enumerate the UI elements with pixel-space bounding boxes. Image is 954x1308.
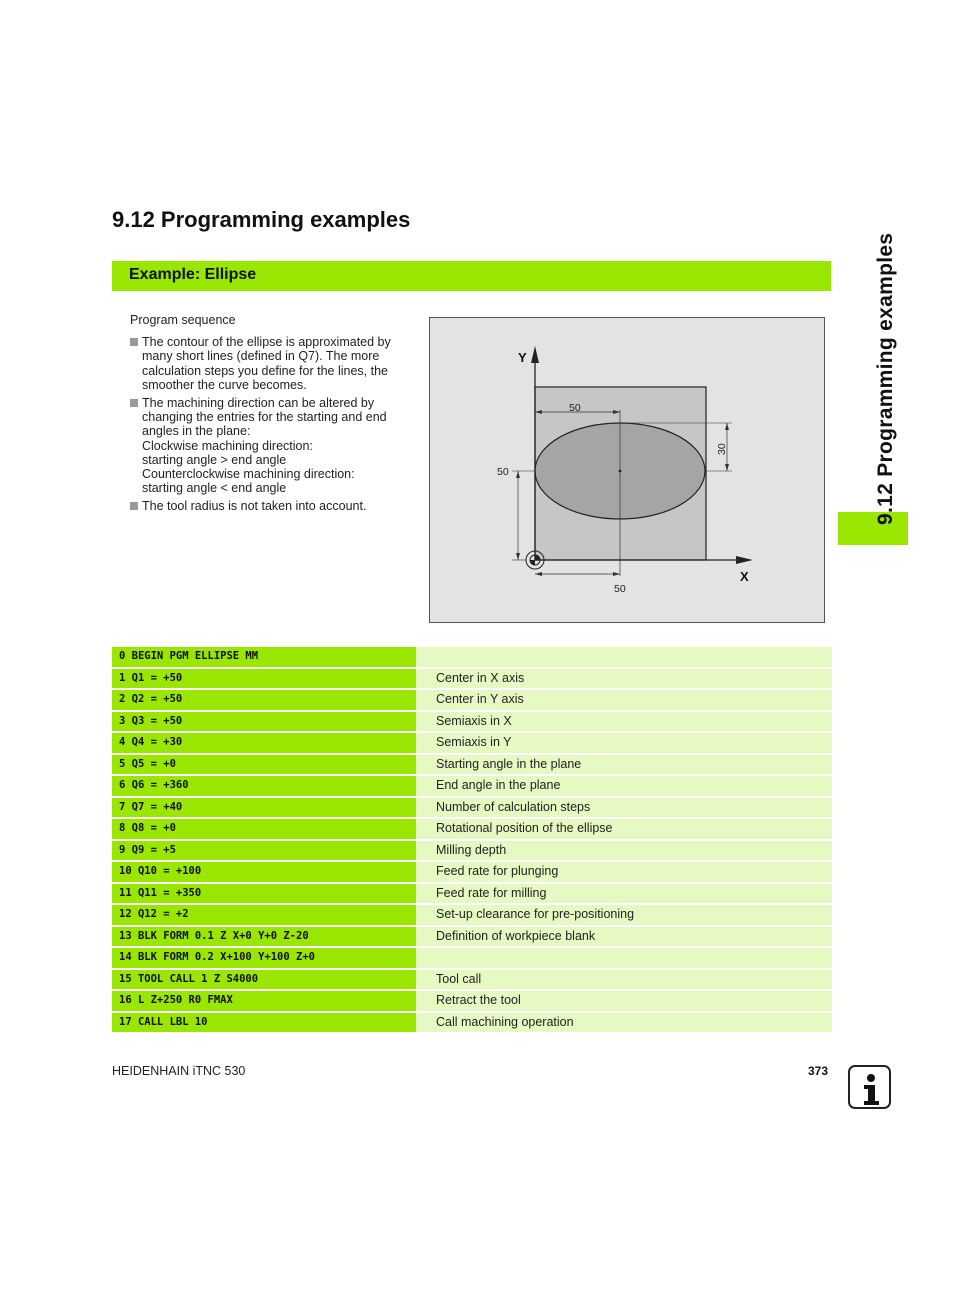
nc-code: 0 BEGIN PGM ELLIPSE MM bbox=[112, 647, 416, 667]
bullet-square-icon bbox=[130, 502, 138, 510]
intro-text bbox=[130, 313, 405, 518]
nc-description: Number of calculation steps bbox=[416, 798, 832, 818]
x-axis-arrow-icon bbox=[736, 556, 753, 564]
nc-description: Call machining operation bbox=[416, 1013, 832, 1033]
program-row bbox=[112, 733, 832, 753]
bullet-line: calculation steps you define for the lines, the bbox=[142, 363, 388, 378]
program-row bbox=[112, 991, 832, 1011]
bullet-line: The contour of the ellipse is approximated by bbox=[142, 335, 391, 350]
program-row bbox=[112, 927, 832, 947]
nc-code: 15 TOOL CALL 1 Z S4000 bbox=[112, 970, 416, 990]
nc-description: Definition of workpiece blank bbox=[416, 927, 832, 947]
program-listing bbox=[112, 647, 832, 1034]
nc-code: 9 Q9 = +5 bbox=[112, 841, 416, 861]
nc-description: End angle in the plane bbox=[416, 776, 832, 796]
dimension-right-label: 30 bbox=[716, 443, 728, 455]
bullet-item bbox=[130, 335, 405, 392]
program-row bbox=[112, 905, 832, 925]
nc-code: 6 Q6 = +360 bbox=[112, 776, 416, 796]
program-row bbox=[112, 862, 832, 882]
nc-description: Rotational position of the ellipse bbox=[416, 819, 832, 839]
program-row bbox=[112, 970, 832, 990]
ellipse-drawing bbox=[429, 317, 825, 623]
nc-description: Tool call bbox=[416, 970, 832, 990]
program-row bbox=[112, 647, 832, 667]
nc-code: 4 Q4 = +30 bbox=[112, 733, 416, 753]
bullet-line: smoother the curve becomes. bbox=[142, 377, 307, 392]
example-title: Example: Ellipse bbox=[129, 266, 257, 283]
intro-bullet-list bbox=[130, 335, 405, 513]
nc-description: Center in Y axis bbox=[416, 690, 832, 710]
info-icon bbox=[848, 1065, 891, 1109]
nc-code: 10 Q10 = +100 bbox=[112, 862, 416, 882]
program-row bbox=[112, 948, 832, 968]
side-tab-label: 9.12 Programming examples bbox=[874, 232, 897, 525]
nc-description: Milling depth bbox=[416, 841, 832, 861]
program-row bbox=[112, 755, 832, 775]
program-row bbox=[112, 1013, 832, 1033]
program-row bbox=[112, 841, 832, 861]
bullet-line: starting angle < end angle bbox=[142, 481, 287, 496]
bullet-item bbox=[130, 499, 405, 513]
nc-code: 7 Q7 = +40 bbox=[112, 798, 416, 818]
nc-code: 13 BLK FORM 0.1 Z X+0 Y+0 Z-20 bbox=[112, 927, 416, 947]
program-row bbox=[112, 776, 832, 796]
program-row bbox=[112, 669, 832, 689]
x-axis-label: X bbox=[740, 569, 749, 584]
nc-description bbox=[416, 647, 832, 667]
program-sequence-heading: Program sequence bbox=[130, 313, 236, 327]
program-row bbox=[112, 884, 832, 904]
program-row bbox=[112, 690, 832, 710]
nc-code: 3 Q3 = +50 bbox=[112, 712, 416, 732]
nc-code: 14 BLK FORM 0.2 X+100 Y+100 Z+0 bbox=[112, 948, 416, 968]
bullet-square-icon bbox=[130, 399, 138, 407]
nc-code: 16 L Z+250 R0 FMAX bbox=[112, 991, 416, 1011]
bullet-line: angles in the plane: bbox=[142, 424, 251, 439]
bullet-line: Clockwise machining direction: bbox=[142, 438, 313, 453]
section-title: 9.12 Programming examples bbox=[112, 207, 411, 232]
nc-code: 8 Q8 = +0 bbox=[112, 819, 416, 839]
y-axis-label: Y bbox=[518, 350, 527, 365]
nc-description: Set-up clearance for pre-positioning bbox=[416, 905, 832, 925]
dimension-bottom-label: 50 bbox=[614, 583, 626, 595]
program-row bbox=[112, 819, 832, 839]
ellipse-drawing-svg bbox=[430, 318, 824, 622]
example-header bbox=[112, 261, 831, 291]
bullet-line: changing the entries for the starting and end bbox=[142, 410, 387, 425]
nc-description: Starting angle in the plane bbox=[416, 755, 832, 775]
side-chapter-tab bbox=[838, 200, 908, 545]
ellipse-center-point bbox=[619, 470, 622, 473]
bullet-line: The machining direction can be altered by bbox=[142, 396, 375, 411]
nc-description: Feed rate for plunging bbox=[416, 862, 832, 882]
nc-description bbox=[416, 948, 832, 968]
nc-description: Retract the tool bbox=[416, 991, 832, 1011]
y-axis-arrow-icon bbox=[531, 346, 539, 363]
bullet-line: many short lines (defined in Q7). The more bbox=[142, 349, 380, 364]
nc-description: Semiaxis in X bbox=[416, 712, 832, 732]
page-number: 373 bbox=[808, 1064, 829, 1078]
program-row bbox=[112, 712, 832, 732]
bullet-square-icon bbox=[130, 338, 138, 346]
dimension-left-label: 50 bbox=[497, 466, 509, 478]
nc-description: Semiaxis in Y bbox=[416, 733, 832, 753]
nc-code: 11 Q11 = +350 bbox=[112, 884, 416, 904]
bullet-item bbox=[130, 396, 405, 495]
nc-code: 5 Q5 = +0 bbox=[112, 755, 416, 775]
bullet-line: starting angle > end angle bbox=[142, 452, 287, 467]
footer-manual-name: HEIDENHAIN iTNC 530 bbox=[112, 1064, 246, 1078]
nc-description: Feed rate for milling bbox=[416, 884, 832, 904]
dimension-top-label: 50 bbox=[569, 402, 581, 414]
nc-code: 17 CALL LBL 10 bbox=[112, 1013, 416, 1033]
nc-description: Center in X axis bbox=[416, 669, 832, 689]
nc-code: 1 Q1 = +50 bbox=[112, 669, 416, 689]
nc-code: 12 Q12 = +2 bbox=[112, 905, 416, 925]
bullet-line: The tool radius is not taken into account. bbox=[142, 499, 367, 514]
nc-code: 2 Q2 = +50 bbox=[112, 690, 416, 710]
bullet-line: Counterclockwise machining direction: bbox=[142, 467, 355, 482]
program-row bbox=[112, 798, 832, 818]
